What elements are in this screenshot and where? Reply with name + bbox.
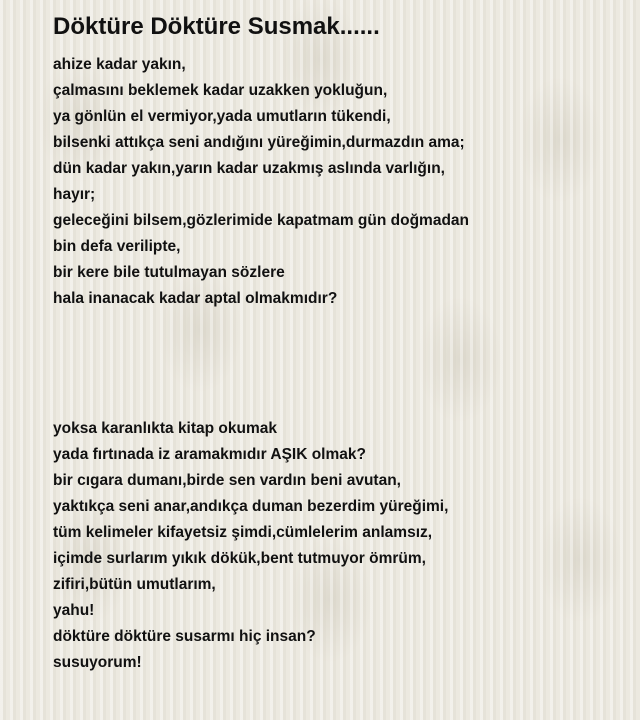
verse-line: yoksa karanlıkta kitap okumak [53,420,278,437]
verse-line: geleceğini bilsem,gözlerimide kapatmam gün doğmadan [53,212,470,229]
verse-line: içimde surlarım yıkık dökük,bent tutmuyor ömrüm, [53,550,426,567]
stanza-2 [53,416,623,676]
verse-line: ya gönlün el vermiyor,yada umutların tükendi, [53,108,391,125]
stanza-1 [53,52,623,312]
verse-line: döktüre döktüre susarmı hiç insan? [53,628,316,645]
verse-line: susuyorum! [53,654,142,671]
verse-line: yaktıkça seni anar,andıkça duman bezerdim yüreğimi, [53,498,449,515]
poem [53,12,623,676]
poem-title: Döktüre Döktüre Susmak...... [53,13,380,40]
verse-line: ahize kadar yakın, [53,56,186,73]
verse-line: yada fırtınada iz aramakmıdır AŞIK olmak? [53,446,366,463]
verse-line: tüm kelimeler kifayetsiz şimdi,cümlelerim anlamsız, [53,524,433,541]
verse-line: yahu! [53,602,95,619]
verse-line: bir cıgara dumanı,birde sen vardın beni avutan, [53,472,401,489]
verse-line: hayır; [53,186,96,203]
verse-line: dün kadar yakın,yarın kadar uzakmış aslında varlığın, [53,160,445,177]
verse-line: bin defa verilipte, [53,238,181,255]
verse-line: hala inanacak kadar aptal olmakmıdır? [53,290,338,307]
verse-line: zifiri,bütün umutlarım, [53,576,216,593]
verse-line: çalmasını beklemek kadar uzakken yokluğun, [53,82,388,99]
verse-line: bilsenki attıkça seni andığını yüreğimin,durmazdın ama; [53,134,465,151]
verse-line: bir kere bile tutulmayan sözlere [53,264,285,281]
